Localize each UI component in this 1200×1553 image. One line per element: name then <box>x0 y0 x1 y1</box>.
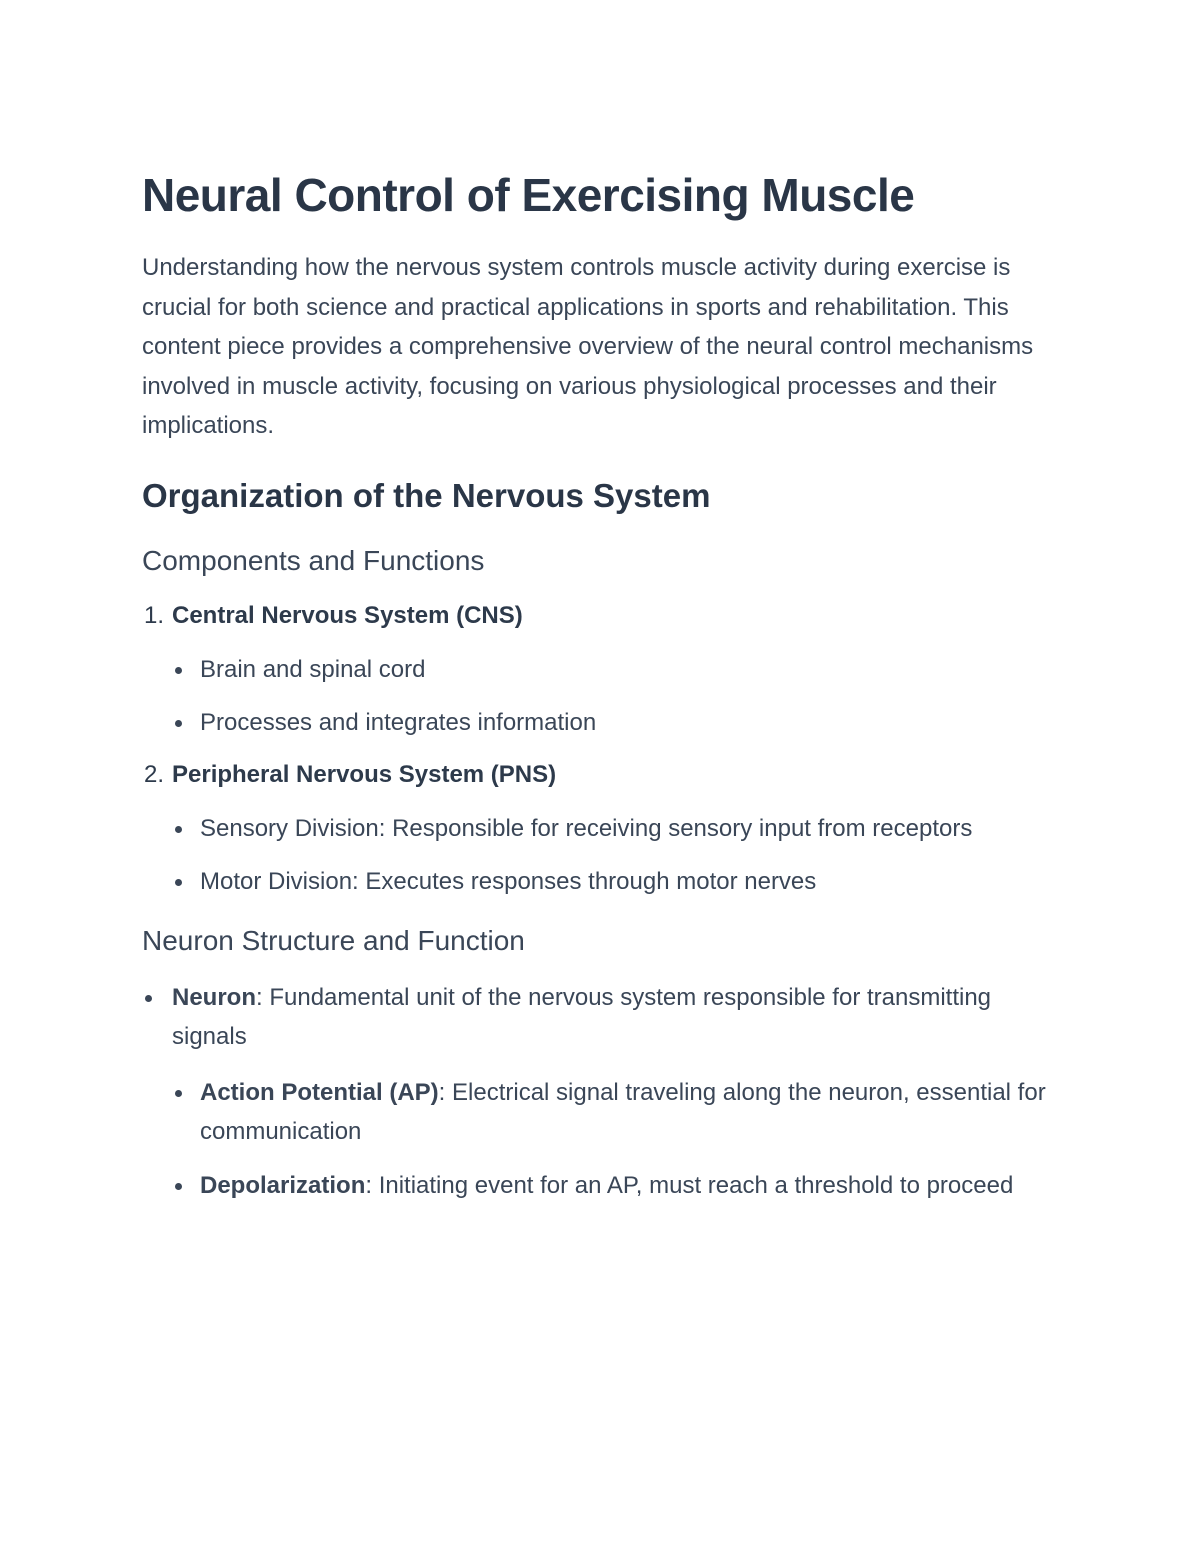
section-heading: Organization of the Nervous System <box>142 476 711 514</box>
bullet-item-action-potential <box>172 1073 1072 1152</box>
components-list <box>142 598 1072 902</box>
term-depolarization: Depolarization <box>200 1171 366 1199</box>
bullet-item: Motor Division: Executes responses through motor nerves <box>172 862 1072 902</box>
neuron-sub-bullets <box>172 1073 1072 1206</box>
list-number: 2. <box>144 760 165 788</box>
list-item-pns <box>142 757 1072 902</box>
pns-bullets <box>172 809 1072 902</box>
term-neuron: Neuron <box>172 983 256 1011</box>
list-item-neuron <box>142 978 1072 1206</box>
cns-bullets <box>172 650 1072 743</box>
subsection-heading-components: Components and Functions <box>142 544 485 576</box>
bullet-item-depolarization <box>172 1166 1072 1206</box>
document-page <box>142 168 1072 1219</box>
definition-action-potential: : Electrical signal traveling along the neuron, essential for communication <box>200 1078 1046 1145</box>
list-item-title: Central Nervous System (CNS) <box>172 601 523 629</box>
page-title: Neural Control of Exercising Muscle <box>142 169 915 221</box>
bullet-item: Sensory Division: Responsible for receiving sensory input from receptors <box>172 809 1072 849</box>
neuron-list <box>142 978 1072 1206</box>
list-item-cns <box>142 598 1072 743</box>
bullet-item: Processes and integrates information <box>172 703 1072 743</box>
definition-depolarization: : Initiating event for an AP, must reach a threshold to proceed <box>365 1171 1014 1199</box>
subsection-heading-neuron: Neuron Structure and Function <box>142 924 525 956</box>
intro-paragraph: Understanding how the nervous system controls muscle activity during exercise is crucial for both science and practical applications in sports and rehabilitation. This content piece provides a comprehensive overview of the neural control mechanisms involved in muscle activity, focusing on various physiological processes and their implications. <box>142 254 1034 439</box>
definition-neuron: : Fundamental unit of the nervous system responsible for transmitting signals <box>172 983 992 1050</box>
bullet-item: Brain and spinal cord <box>172 650 1072 690</box>
list-item-title: Peripheral Nervous System (PNS) <box>172 760 557 788</box>
list-number: 1. <box>144 601 165 629</box>
term-action-potential: Action Potential (AP) <box>200 1078 439 1106</box>
